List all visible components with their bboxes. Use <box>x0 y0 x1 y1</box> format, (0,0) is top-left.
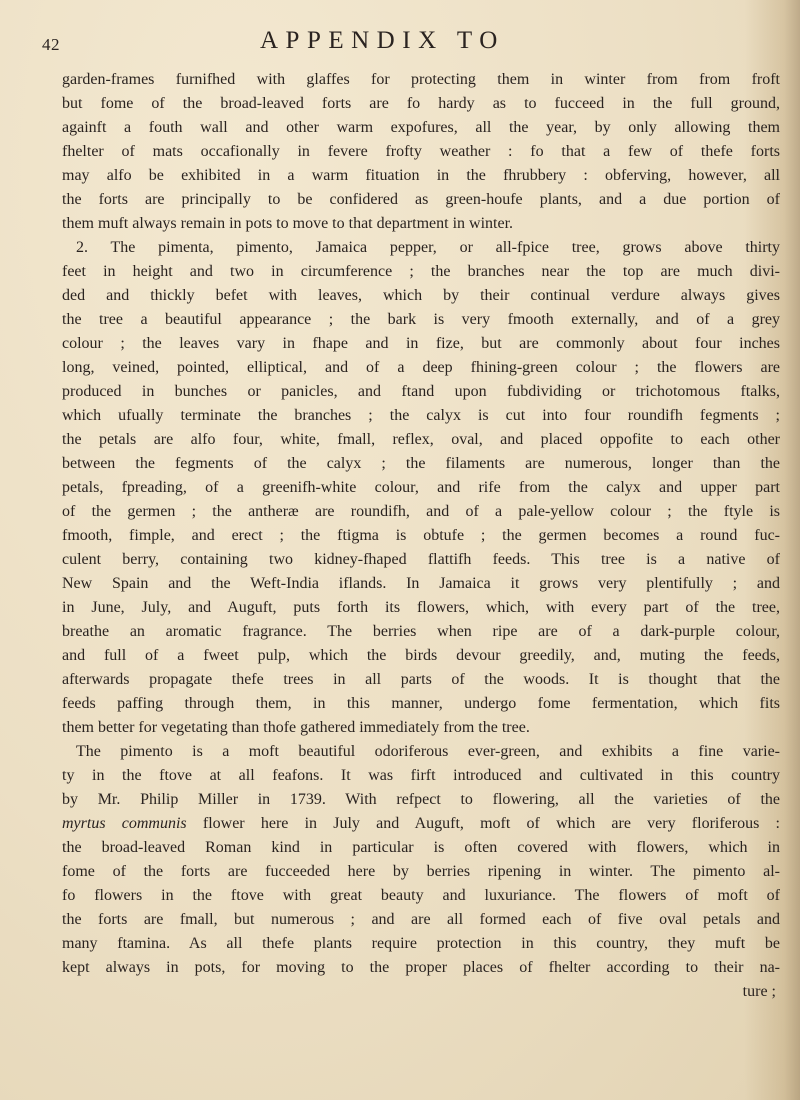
text-line <box>62 860 780 884</box>
text-line <box>62 212 780 236</box>
line-text: in June, July, and Auguft, puts forth its flowers, which, with every part of the tree, <box>62 599 780 616</box>
line-text: feet in height and two in circumference ; the branches near the top are much divi- <box>62 263 780 280</box>
line-text: breathe an aromatic fragrance. The berries when ripe are of a dark-purple colour, <box>62 623 780 640</box>
text-line <box>62 380 780 404</box>
line-text: many ftamina. As all thefe plants require protection in this country, they muft be <box>62 935 780 952</box>
text-line <box>62 92 780 116</box>
text-line <box>62 548 780 572</box>
text-line <box>62 620 780 644</box>
text-line <box>62 116 780 140</box>
text-line <box>62 140 780 164</box>
line-text: fome of the forts are fucceeded here by berries ripening in winter. The pimento al- <box>62 863 780 880</box>
line-text: long, veined, pointed, elliptical, and of a deep fhining-green colour ; the flowers are <box>62 359 780 376</box>
line-text: flower here in July and Auguft, moft of which are very floriferous : <box>186 815 780 832</box>
line-text: feeds paffing through them, in this manner, undergo fome fermentation, which fits <box>62 695 780 712</box>
line-text: the broad-leaved Roman kind in particular is often covered with flowers, which in <box>62 839 780 856</box>
italic-term: myrtus communis <box>62 815 187 832</box>
text-line <box>62 452 780 476</box>
line-text: which ufually terminate the branches ; the calyx is cut into four roundifh fegments ; <box>62 407 780 424</box>
line-text: them muft always remain in pots to move to that department in winter. <box>62 215 514 232</box>
line-text: fmooth, fimple, and erect ; the ftigma is obtufe ; the germen becomes a round fuc- <box>62 527 780 544</box>
text-line <box>62 284 780 308</box>
line-text: The pimento is a moft beautiful odoriferous ever-green, and exhibits a fine varie- <box>76 743 780 760</box>
text-line <box>62 884 780 908</box>
line-text: the tree a beautiful appearance ; the bark is very fmooth externally, and of a grey <box>62 311 780 328</box>
text-line <box>62 68 780 92</box>
text-line <box>62 644 780 668</box>
line-text: 2. The pimenta, pimento, Jamaica pepper, or all-fpice tree, grows above thirty <box>76 239 780 256</box>
line-text: New Spain and the Weft-India iflands. In Jamaica it grows very plentifully ; and <box>62 575 780 592</box>
text-line <box>62 740 780 764</box>
catchword: ture ; <box>742 983 776 1000</box>
text-line <box>62 428 780 452</box>
line-text: ded and thickly befet with leaves, which by their continual verdure always gives <box>62 287 780 304</box>
line-text: them better for vegetating than thofe gathered immediately from the tree. <box>62 719 530 736</box>
text-line <box>62 716 780 740</box>
text-line <box>62 356 780 380</box>
line-text: the forts are fmall, but numerous ; and are all formed each of five oval petals and <box>62 911 780 928</box>
line-text: afterwards propagate thefe trees in all parts of the woods. It is thought that the <box>62 671 780 688</box>
line-text: garden-frames furnifhed with glaffes for protecting them in winter from from froft <box>62 71 780 88</box>
line-text: againft a fouth wall and other warm expofures, all the year, by only allowing them <box>62 119 780 136</box>
text-line <box>62 764 780 788</box>
text-line <box>62 164 780 188</box>
body-text <box>62 68 780 1004</box>
text-line <box>62 308 780 332</box>
line-text: and full of a fweet pulp, which the birds devour greedily, and, muting the feeds, <box>62 647 780 664</box>
line-text: the forts are principally to be confidered as green-houfe plants, and a due portion of <box>62 191 780 208</box>
line-text: between the fegments of the calyx ; the filaments are numerous, longer than the <box>62 455 780 472</box>
text-line <box>62 596 780 620</box>
text-line <box>62 932 780 956</box>
line-text: fo flowers in the ftove with great beauty and luxuriance. The flowers of moft of <box>62 887 780 904</box>
line-text: petals, fpreading, of a greenifh-white colour, and rife from the calyx and upper part <box>62 479 780 496</box>
text-line <box>62 908 780 932</box>
text-line <box>62 812 780 836</box>
text-line <box>62 236 780 260</box>
page-header <box>42 27 762 61</box>
text-line <box>62 476 780 500</box>
text-line <box>62 668 780 692</box>
text-line <box>62 404 780 428</box>
line-text: fhelter of mats occafionally in fevere frofty weather : fo that a few of thefe forts <box>62 143 780 160</box>
line-text: colour ; the leaves vary in fhape and in fize, but are commonly about four inches <box>62 335 780 352</box>
text-line <box>62 500 780 524</box>
text-line <box>62 836 780 860</box>
line-text: of the germen ; the antheræ are roundifh, and of a pale-yellow colour ; the ftyle is <box>62 503 780 520</box>
line-text: by Mr. Philip Miller in 1739. With refpect to flowering, all the varieties of the <box>62 791 780 808</box>
text-line <box>62 956 780 980</box>
line-text: ty in the ftove at all feafons. It was firft introduced and cultivated in this country <box>62 767 780 784</box>
text-line <box>62 332 780 356</box>
line-text: but fome of the broad-leaved forts are fo hardy as to fucceed in the full ground, <box>62 95 780 112</box>
running-head: APPENDIX TO <box>260 27 505 54</box>
line-text: produced in bunches or panicles, and ftand upon fubdividing or trichotomous ftalks, <box>62 383 780 400</box>
page-number: 42 <box>42 35 60 54</box>
text-line <box>62 692 780 716</box>
text-line <box>62 260 780 284</box>
text-line <box>62 188 780 212</box>
line-text: may alfo be exhibited in a warm fituation in the fhrubbery : obferving, however, all <box>62 167 780 184</box>
line-text: kept always in pots, for moving to the proper places of fhelter according to their na- <box>62 959 780 976</box>
text-line <box>62 788 780 812</box>
text-line <box>62 572 780 596</box>
line-text: culent berry, containing two kidney-fhaped flattifh feeds. This tree is a native of <box>62 551 780 568</box>
line-text: the petals are alfo four, white, fmall, reflex, oval, and placed oppofite to each other <box>62 431 780 448</box>
text-line <box>62 524 780 548</box>
